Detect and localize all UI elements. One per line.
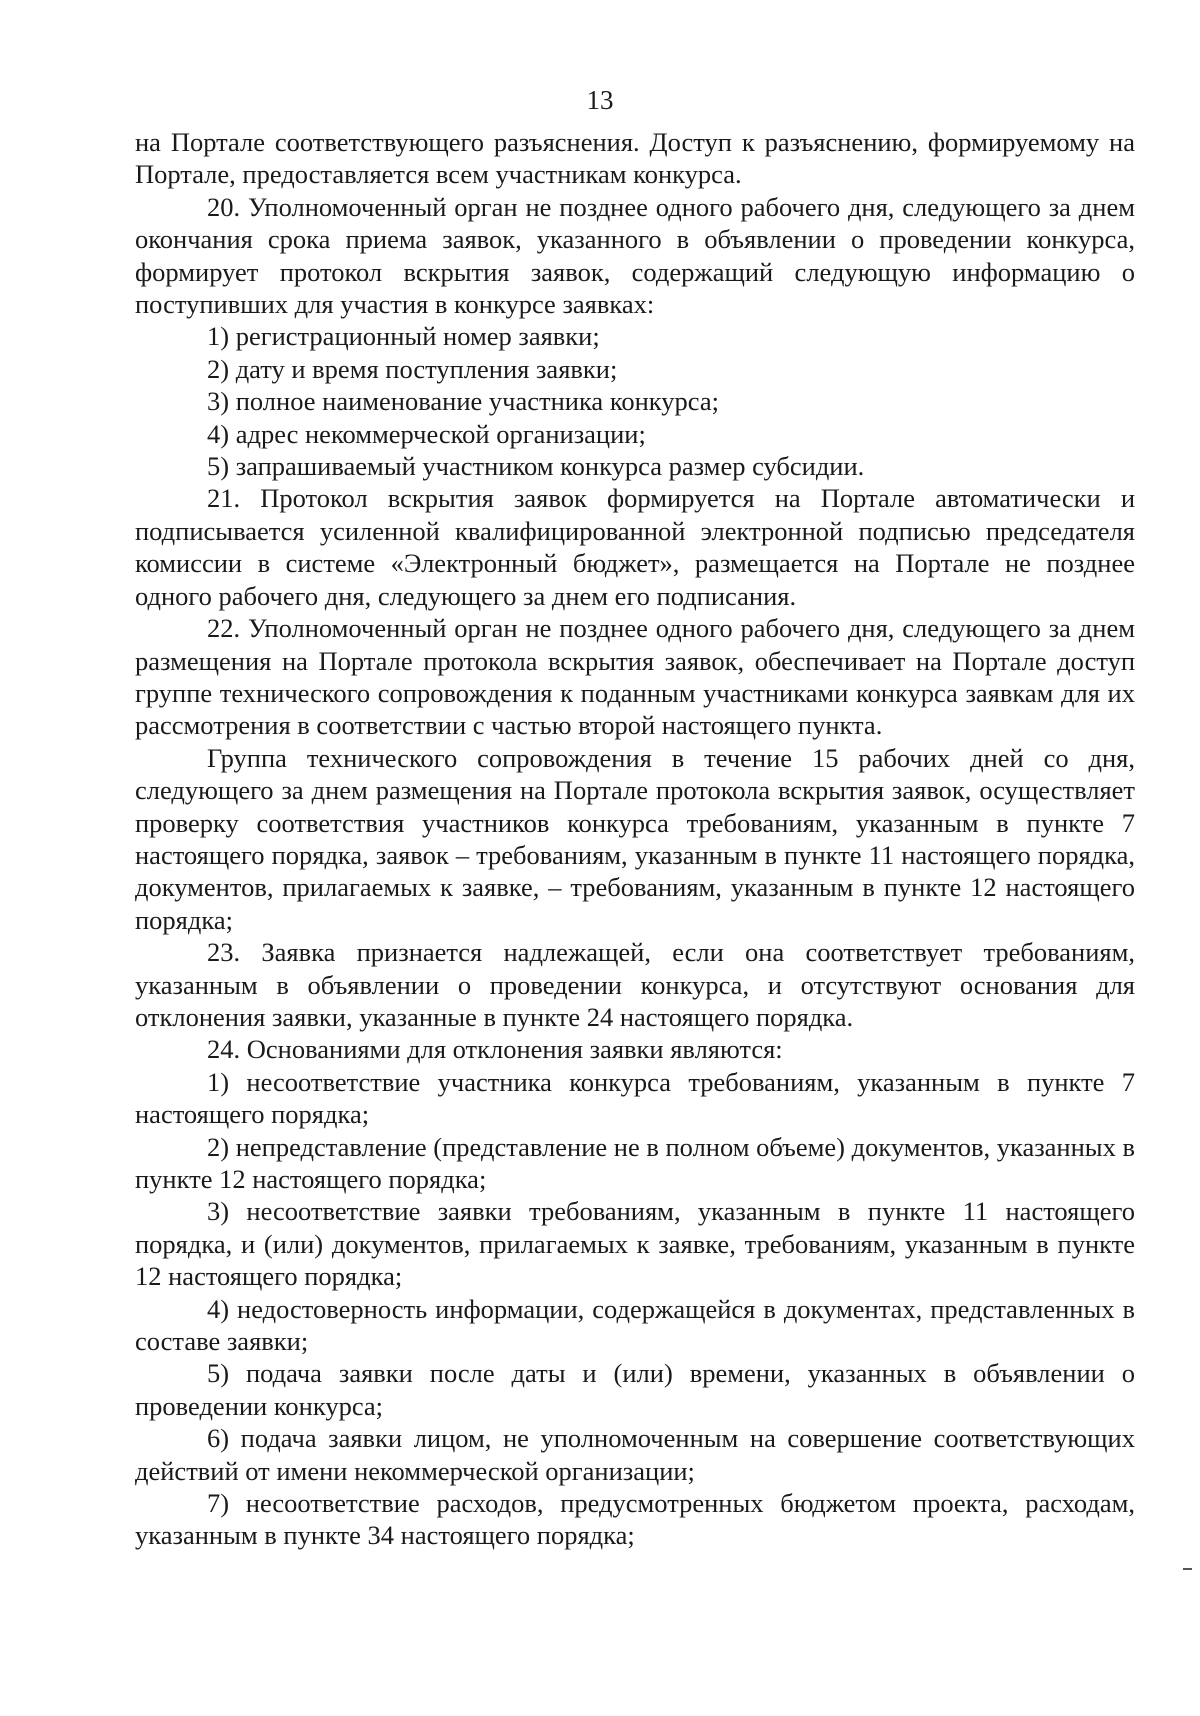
paragraph: 4) адрес некоммерческой организации; [207,418,646,449]
paragraph: 5) запрашиваемый участником конкурса размер субсидии. [207,451,865,482]
paragraph: 24. Основаниями для отклонения заявки являются: [207,1034,783,1065]
scan-edge-mark [1183,1568,1192,1570]
paragraph: 4) недостоверность информации, содержащейся в документах, представленных в составе заявки; [135,1293,1135,1357]
paragraph: 7) несоответствие расходов, предусмотренных бюджетом проекта, расходам, указанным в пункте 34 настоящего порядка; [135,1488,1135,1551]
paragraph: 3) несоответствие заявки требованиям, указанным в пункте 11 настоящего порядка, и (или) документов, прилагаемых к заявке, требованиям, указанным в пункте 12 настоящего порядка; [135,1196,1135,1292]
paragraph: 1) регистрационный номер заявки; [207,321,600,352]
paragraph: 22. Уполномоченный орган не позднее одного рабочего дня, следующего за днем размещения на Портале протокола вскрытия заявок, обеспечивает на Портале доступ группе технического сопровождения к поданным участниками конкурса заявкам для их рассмотрения в соответствии с частью второй настоящего пункта. [135,613,1135,741]
paragraph: на Портале соответствующего разъяснения. Доступ к разъяснению, формируемому на Портале, предоставляется всем участникам конкурса. [135,127,1135,190]
page-number: 13 [586,85,614,115]
paragraph: 21. Протокол вскрытия заявок формируется на Портале автоматически и подписывается усиленной квалифицированной электронной подписью председателя комиссии в системе «Электронный бюджет», размещается на Портале не позднее одного рабочего дня, следующего за днем его подписания. [135,483,1135,611]
document-body [135,126,1135,1552]
paragraph: 5) подача заявки после даты и (или) времени, указанных в объявлении о проведении конкурса; [135,1358,1135,1421]
paragraph: 2) непредставление (представление не в полном объеме) документов, указанных в пункте 12 настоящего порядка; [135,1131,1135,1194]
paragraph: 2) дату и время поступления заявки; [207,353,618,384]
paragraph: Группа технического сопровождения в течение 15 рабочих дней со дня, следующего за днем размещения на Портале протокола вскрытия заявок, осуществляет проверку соответствия участников конкурса требованиям, указанным в пункте 7 настоящего порядка, заявок – требованиям, указанным в пункте 11 настоящего порядка, документов, прилагаемых к заявке, – требованиям, указанным в пункте 12 настоящего порядка; [135,742,1135,935]
paragraph: 3) полное наименование участника конкурса; [207,386,719,417]
paragraph: 6) подача заявки лицом, не уполномоченным на совершение соответствующих действий от имени некоммерческой организации; [135,1423,1135,1486]
paragraph: 1) несоответствие участника конкурса требованиям, указанным в пункте 7 настоящего порядка; [135,1066,1135,1130]
paragraph: 20. Уполномоченный орган не позднее одного рабочего дня, следующего за днем окончания срока приема заявок, указанного в объявлении о проведении конкурса, формирует протокол вскрытия заявок, содержащий следующую информацию о поступивших для участия в конкурсе заявках: [135,191,1135,320]
paragraph: 23. Заявка признается надлежащей, если она соответствует требованиям, указанным в объявлении о проведении конкурса, и отсутствуют основания для отклонения заявки, указанные в пункте 24 настоящего порядка. [135,937,1135,1032]
